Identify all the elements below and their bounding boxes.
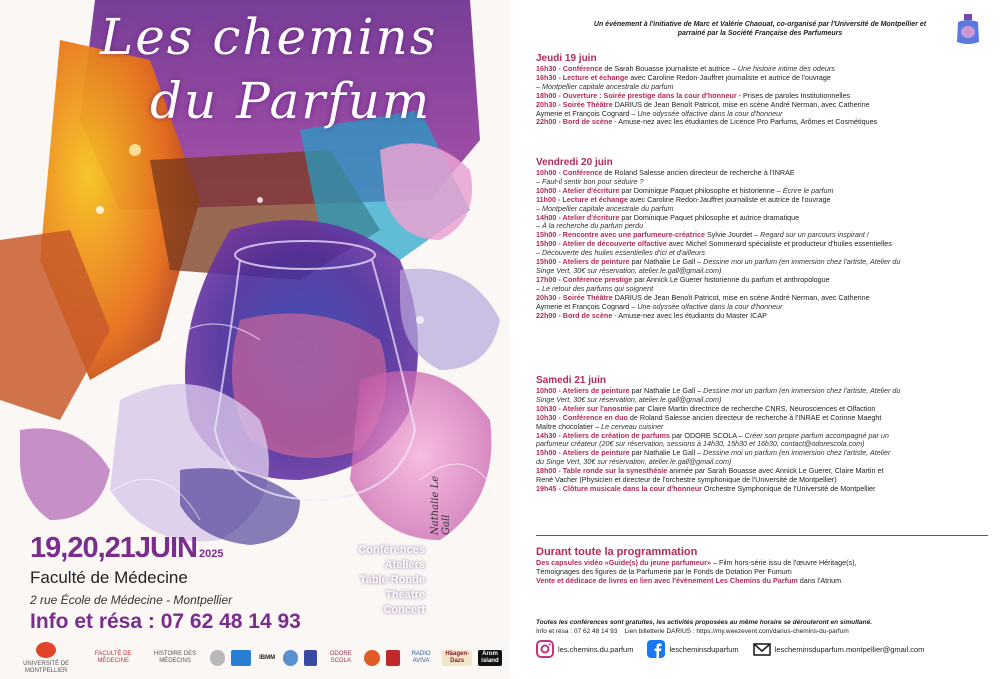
logo-text: UNIVERSITÉ DE MONTPELLIER — [23, 660, 70, 674]
event-text: avec Caroline Redon-Jauffret journaliste et autrice de l'ouvrage — [627, 194, 831, 204]
logo-text: IBMM — [259, 654, 276, 661]
event-time: 14h30 — [536, 430, 557, 440]
event-description: Dessine moi un parfum (en immersion chez l'artiste, Atelier du — [703, 257, 901, 267]
event-description: Écrire le parfum — [782, 185, 834, 195]
email-address: lescheminsduparfum.montpellier@gmail.com — [774, 644, 925, 654]
time-separator: - — [556, 257, 563, 267]
event-kind: Conférence en duo — [562, 412, 628, 422]
event-kind: Table ronde sur la synesthésie — [562, 466, 668, 476]
poster-title-line-1: Les chemins — [100, 8, 438, 66]
footer-notes — [536, 618, 991, 636]
event-text: animée par Sarah Bouasse avec Annick Le Guerer, Claire Martin et — [667, 466, 884, 476]
event-text: - Amuse-nez avec les étudiantes de Licence Pro Parfums, Arômes et Cosmétiques — [612, 117, 878, 127]
event-text: DARIUS de Jean Benoît Patricot, mise en scène André Nerman, avec Catherine — [612, 292, 870, 302]
time-separator: - — [556, 310, 563, 320]
contact-phone: Info et résa : 07 62 48 14 93 — [30, 610, 301, 633]
event-kind: Ateliers de peinture — [562, 257, 630, 267]
time-separator: - — [556, 185, 563, 195]
event-line — [536, 312, 991, 321]
event-time: 15h00 — [536, 230, 557, 240]
event-time: 16h30 — [536, 72, 557, 82]
time-separator: - — [556, 274, 563, 284]
logo-text: Arom island — [481, 651, 499, 664]
day-title: Vendredi 20 juin — [536, 157, 613, 168]
time-separator: - — [556, 386, 563, 395]
dates-text: 19,20,21JUIN — [30, 532, 197, 564]
event-text: - Prises de paroles Institutionnelles — [736, 90, 851, 100]
event-kind: Soirée Théâtre — [562, 292, 613, 302]
logo-text: ODORE SCOLA — [329, 651, 352, 664]
event-kind: Ateliers de peinture — [562, 448, 630, 458]
partner-logos — [12, 645, 502, 674]
event-kind: Ateliers de création de parfums — [562, 430, 670, 440]
event-description: Singe Vert, 30€ sur réservation, atelier.le.gall@gmail.com) — [536, 265, 722, 275]
logo-text: HISTOIRE DES MÉDECINS — [153, 651, 197, 664]
event-kind: Ouverture : Soirée prestige dans la cour d'honneur — [562, 90, 737, 100]
event-time: 11h00 — [536, 194, 556, 204]
event-time: 10h00 — [536, 185, 557, 195]
logo-ibmm — [257, 655, 277, 662]
event-time: 15h00 — [536, 239, 557, 249]
event-text: Orchestre Symphonique de l'Université de Montpellier — [701, 483, 876, 493]
throughout-text: dans l'Atrium — [797, 575, 842, 585]
activity-item: Table Ronde — [359, 574, 425, 586]
event-time: 20h30 — [536, 292, 557, 302]
program-panel — [520, 0, 1000, 679]
section-divider — [536, 535, 988, 536]
event-text: par Nathalie Le Gall – — [629, 257, 704, 267]
event-description: – Montpellier capitale ancestrale du parfum — [536, 81, 674, 91]
event-time: 18h00 — [536, 90, 557, 100]
event-time: 18h00 — [536, 466, 557, 476]
activity-item: Concert — [383, 604, 425, 616]
logo-blue-icon — [231, 650, 251, 666]
activity-item: Conférences — [358, 544, 425, 556]
venue-name: Faculté de Médecine — [30, 568, 188, 587]
event-kind: Rencontre avec une parfumeure-créatrice — [562, 230, 705, 240]
facebook-icon — [647, 640, 665, 658]
event-description: Singe Vert, 30€ sur réservation, atelier.le.gall@gmail.com) — [536, 394, 722, 404]
time-separator: - — [556, 168, 563, 177]
event-time: 15h00 — [536, 448, 557, 458]
logo-house-icon — [283, 650, 298, 666]
event-time: 20h30 — [536, 99, 557, 109]
day-title: Samedi 21 juin — [536, 375, 607, 386]
event-kind: Atelier d'écriture — [562, 185, 620, 195]
event-time: 16h30 — [536, 64, 557, 73]
event-text: de Roland Salesse ancien directeur de recherche à l'INRAE et Corinne Maeght — [627, 412, 882, 422]
event-kind: Atelier d'écriture — [562, 212, 620, 222]
time-separator: - — [556, 239, 563, 249]
logo-haagen-dazs — [442, 650, 472, 666]
event-kind: Lecture et échange — [562, 194, 628, 204]
logo-arom-island — [478, 650, 502, 666]
throughout-kind: Des capsules vidéo «Guide(s) du jeune parfumeur» — [536, 558, 711, 567]
event-text: René Vacher (Physicien et directeur de l'orchestre symphonique de l'Université de Montpellier) — [536, 475, 837, 485]
event-description: – Montpellier capitale ancestrale du parfum — [536, 203, 674, 213]
event-description: du Singe Vert, 30€ sur réservation, atelier.le.gall@gmail.com) — [536, 457, 732, 467]
event-description: – Faut-il sentir bon pour séduire ? — [536, 176, 644, 186]
event-text: - Amuse-nez avec les étudiants du Master ICAP — [612, 310, 767, 320]
logo-odore-scola — [323, 651, 358, 665]
time-separator: - — [556, 230, 563, 240]
time-separator: - — [556, 99, 563, 109]
logo-mark-icon — [36, 642, 56, 658]
event-text: par Nathalie Le Gall – — [629, 386, 704, 395]
time-separator: - — [555, 194, 563, 204]
email-link[interactable] — [753, 640, 925, 658]
event-time: 10h30 — [536, 412, 557, 422]
event-text: DARIUS de Jean Benoît Patricot, mise en scène André Nerman, avec Catherine — [612, 99, 870, 109]
footer-phone: Info et résa : 07 62 48 14 93 — [536, 628, 618, 635]
event-kind: Conférence prestige — [562, 274, 633, 284]
time-separator: - — [556, 403, 563, 413]
event-time: 22h00 — [536, 310, 557, 320]
event-description: – Découverte des huiles essentielles d'ici et d'ailleurs — [536, 248, 705, 258]
perfume-bottle-icon — [954, 12, 982, 46]
event-kind: Atelier sur l'anosmie — [562, 403, 633, 413]
event-time: 22h00 — [536, 117, 557, 127]
event-text: par Dominique Paquet philosophe et historienne – — [619, 185, 783, 195]
event-description: – À la recherche du parfum perdu — [536, 221, 644, 231]
logo-seal-icon — [210, 650, 225, 666]
event-time: 17h00 — [536, 274, 557, 284]
event-time: 10h00 — [536, 386, 557, 395]
time-separator: - — [556, 448, 563, 458]
event-description: parfumeur créateur (20€ sur réservation, sessions à 14h30, 15h30 et 16h30, contact@odorescola.com) — [536, 439, 865, 449]
facebook-link[interactable] — [647, 640, 738, 658]
event-kind: Atelier de découverte olfactive — [562, 239, 667, 249]
time-separator: - — [556, 412, 563, 422]
event-description: Le cerveau cuisiner — [601, 421, 664, 431]
throughout-text: Témoignages des figures de la Parfumerie par le Fonds de Dotation Per Fumum — [536, 566, 792, 576]
event-description: Regard sur un parcours inspirant ! — [760, 230, 869, 240]
event-kind: Conférence — [562, 64, 603, 73]
logo-text: RADIO AVIVA — [411, 651, 431, 664]
year-text: 2025 — [198, 548, 224, 560]
event-text: Sylvie Jourdet – — [705, 230, 761, 240]
event-description: – Le retour des parfums qui soignent — [536, 283, 654, 293]
time-separator: - — [556, 64, 563, 73]
instagram-link[interactable] — [536, 640, 633, 658]
event-text: Maître chocolatier – — [536, 421, 602, 431]
event-kind: Clôture musicale dans la cour d'honneur — [562, 483, 702, 493]
social-links — [536, 640, 991, 658]
event-description: Une odyssée olfactive dans la cour d'honneur — [637, 301, 783, 311]
event-kind: Conférence — [562, 168, 603, 177]
footer-info-line — [536, 627, 991, 636]
mail-icon — [753, 640, 771, 658]
logo-text: FACULTÉ DE MÉDECINE — [94, 651, 132, 664]
instagram-handle: les.chemins.du.parfum — [558, 644, 634, 654]
time-separator: - — [556, 117, 563, 127]
day-title: Jeudi 19 juin — [536, 53, 597, 64]
venue-address: 2 rue École de Médecine - Montpellier — [30, 593, 233, 607]
event-text: de Roland Salesse ancien directeur de recherche à l'INRAE — [602, 168, 795, 177]
event-text: de Sarah Bouasse journaliste et autrice – — [602, 64, 738, 73]
event-time: 15h00 — [536, 257, 557, 267]
event-kind: Bord de scène — [562, 117, 613, 127]
event-text: par Dominique Paquet philosophe et autrice dramatique — [619, 212, 800, 222]
event-text: par Claire Martin directrice de recherche CNRS, Neurosciences et Olfaction — [632, 403, 876, 413]
event-text: par Nathalie Le Gall – — [629, 448, 704, 458]
event-line — [536, 485, 991, 494]
activity-item: Ateliers — [384, 559, 425, 571]
throughout-text: – Film hors-série issu de l'œuvre Héritage(s), — [710, 558, 857, 567]
facebook-handle: lescheminsduparfum — [669, 644, 739, 654]
time-separator: - — [556, 90, 563, 100]
time-separator: - — [556, 483, 563, 493]
activities-list — [330, 543, 425, 618]
event-kind: Bord de scène — [562, 310, 613, 320]
ticketing-link[interactable]: Lien billetterie DARIUS : https://my.weezevent.com/darius-chemins-du-parfum — [624, 628, 849, 635]
throughout-section — [536, 546, 991, 586]
instagram-icon — [536, 640, 554, 658]
event-description: Dessine moi un parfum (en immersion chez l'artiste, Atelier — [703, 448, 891, 458]
event-description: Une histoire intime des odeurs — [737, 64, 835, 73]
day-friday — [536, 157, 991, 320]
day-saturday — [536, 375, 991, 494]
event-line — [536, 118, 991, 127]
time-separator: - — [556, 72, 563, 82]
logo-universite — [12, 642, 80, 675]
event-time: 19h45 — [536, 483, 557, 493]
logo-text: Häagen-Dazs — [445, 651, 469, 664]
time-separator: - — [556, 430, 563, 440]
event-kind: Lecture et échange — [562, 72, 629, 82]
throughout-kind: Vente et dédicace de livres en lien avec l'évènement Les Chemins du Parfum — [536, 575, 798, 585]
event-time: 10h30 — [536, 403, 557, 413]
event-dates — [30, 532, 223, 565]
logo-red-icon — [386, 650, 400, 666]
artist-signature: Nathalie Le Gall — [430, 475, 452, 535]
logo-orange-icon — [364, 650, 379, 666]
event-description: Créer son propre parfum accompagné par un — [744, 430, 889, 440]
event-description: Dessine moi un parfum (en immersion chez l'artiste, Atelier du — [703, 386, 901, 395]
throughout-title: Durant toute la programmation — [536, 546, 698, 558]
event-kind: Soirée Théâtre — [562, 99, 613, 109]
event-time: 14h00 — [536, 212, 557, 222]
logo-m-icon — [304, 650, 317, 666]
event-text: par Annick Le Guerer historienne du parfum et anthropologue — [632, 274, 830, 284]
event-description: Une odyssée olfactive dans la cour d'honneur — [637, 108, 783, 118]
poster-title-line-2: du Parfum — [150, 72, 432, 130]
time-separator: - — [556, 212, 563, 222]
event-kind: Ateliers de peinture — [562, 386, 630, 395]
event-text: avec Caroline Redon-Jauffret journaliste et autrice de l'ouvrage — [628, 72, 831, 82]
logo-histoire — [146, 651, 204, 665]
event-time: 10h00 — [536, 168, 557, 177]
time-separator: - — [556, 466, 563, 476]
event-text: par ODORE SCOLA – — [669, 430, 745, 440]
day-thursday — [536, 53, 991, 127]
time-separator: - — [556, 292, 563, 302]
event-text: avec Michel Sommerard spécialiste et producteur d'huiles essentielles — [666, 239, 892, 249]
event-text: Aymerie et François Cognard – — [536, 108, 638, 118]
logo-radio-aviva — [406, 651, 436, 665]
event-text: Aymerie et François Cognard – — [536, 301, 638, 311]
activity-item: Théâtre — [385, 589, 425, 601]
organizer-intro: Un évènement à l'initiative de Marc et Valérie Chaouat, co-organisé par l'Université de Montpellier et parrainé par la Société Française des Parfumeurs — [593, 21, 927, 37]
free-entry-note: Toutes les conférences sont gratuites, les activités proposées au même horaire se dérouleront en simultané. — [536, 619, 873, 626]
throughout-line — [536, 577, 991, 586]
logo-faculte — [86, 651, 140, 665]
